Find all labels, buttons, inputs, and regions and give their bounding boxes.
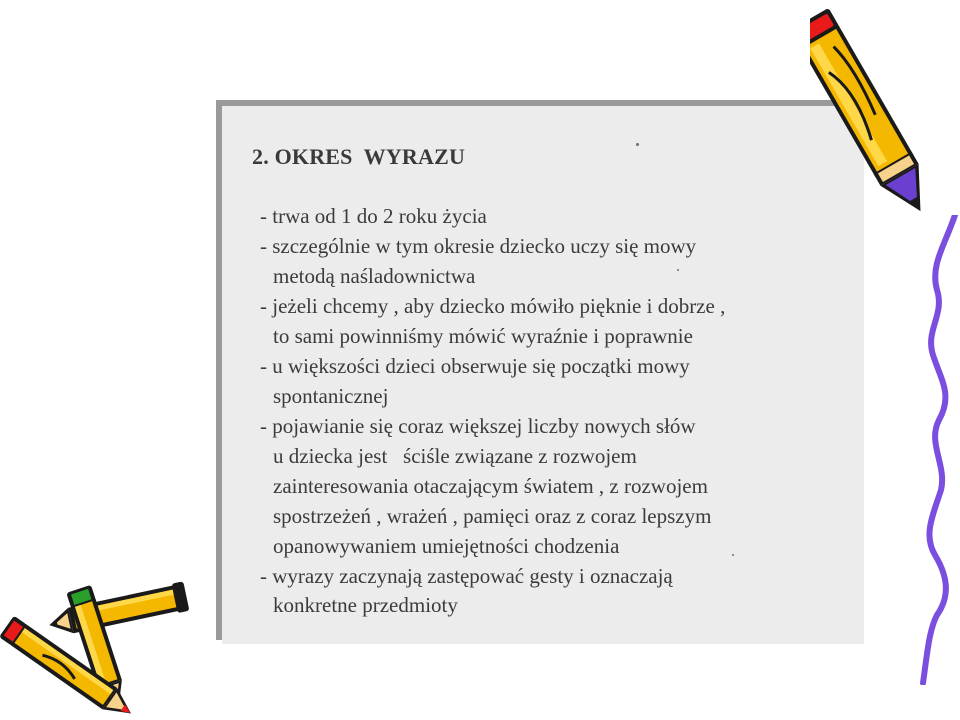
pencil-icon xyxy=(810,0,960,230)
text-line: - szczególnie w tym okresie dziecko uczy się mowy xyxy=(260,234,697,258)
crossed-pencils-icon xyxy=(0,575,200,720)
text-line: - u większości dzieci obserwuje się początki mowy xyxy=(260,354,690,378)
text-line: spostrzeżeń , wrażeń , pamięci oraz z coraz lepszym xyxy=(273,504,712,528)
scan-speck xyxy=(732,554,734,556)
text-line: - pojawianie się coraz większej liczby nowych słów xyxy=(260,414,696,438)
page-title: 2. OKRES WYRAZU xyxy=(252,144,466,169)
text-line: metodą naśladownictwa xyxy=(273,264,476,288)
scan-speck xyxy=(677,269,679,271)
text-line: - trwa od 1 do 2 roku życia xyxy=(260,204,487,228)
text-line: to sami powinniśmy mówić wyraźnie i poprawnie xyxy=(273,324,693,348)
purple-squiggle-line xyxy=(915,215,960,685)
text-line: - wyrazy zaczynają zastępować gesty i oznaczają xyxy=(260,564,673,588)
text-line: opanowywaniem umiejętności chodzenia xyxy=(273,534,620,558)
text-line: spontanicznej xyxy=(273,384,389,408)
text-line: u dziecka jest ściśle związane z rozwojem xyxy=(273,444,637,468)
text-line: - jeżeli chcemy , aby dziecko mówiło pięknie i dobrze , xyxy=(260,294,726,318)
text-line: konkretne przedmioty xyxy=(273,593,458,617)
text-line: zainteresowania otaczającym światem , z rozwojem xyxy=(273,474,708,498)
scan-speck xyxy=(636,143,639,146)
